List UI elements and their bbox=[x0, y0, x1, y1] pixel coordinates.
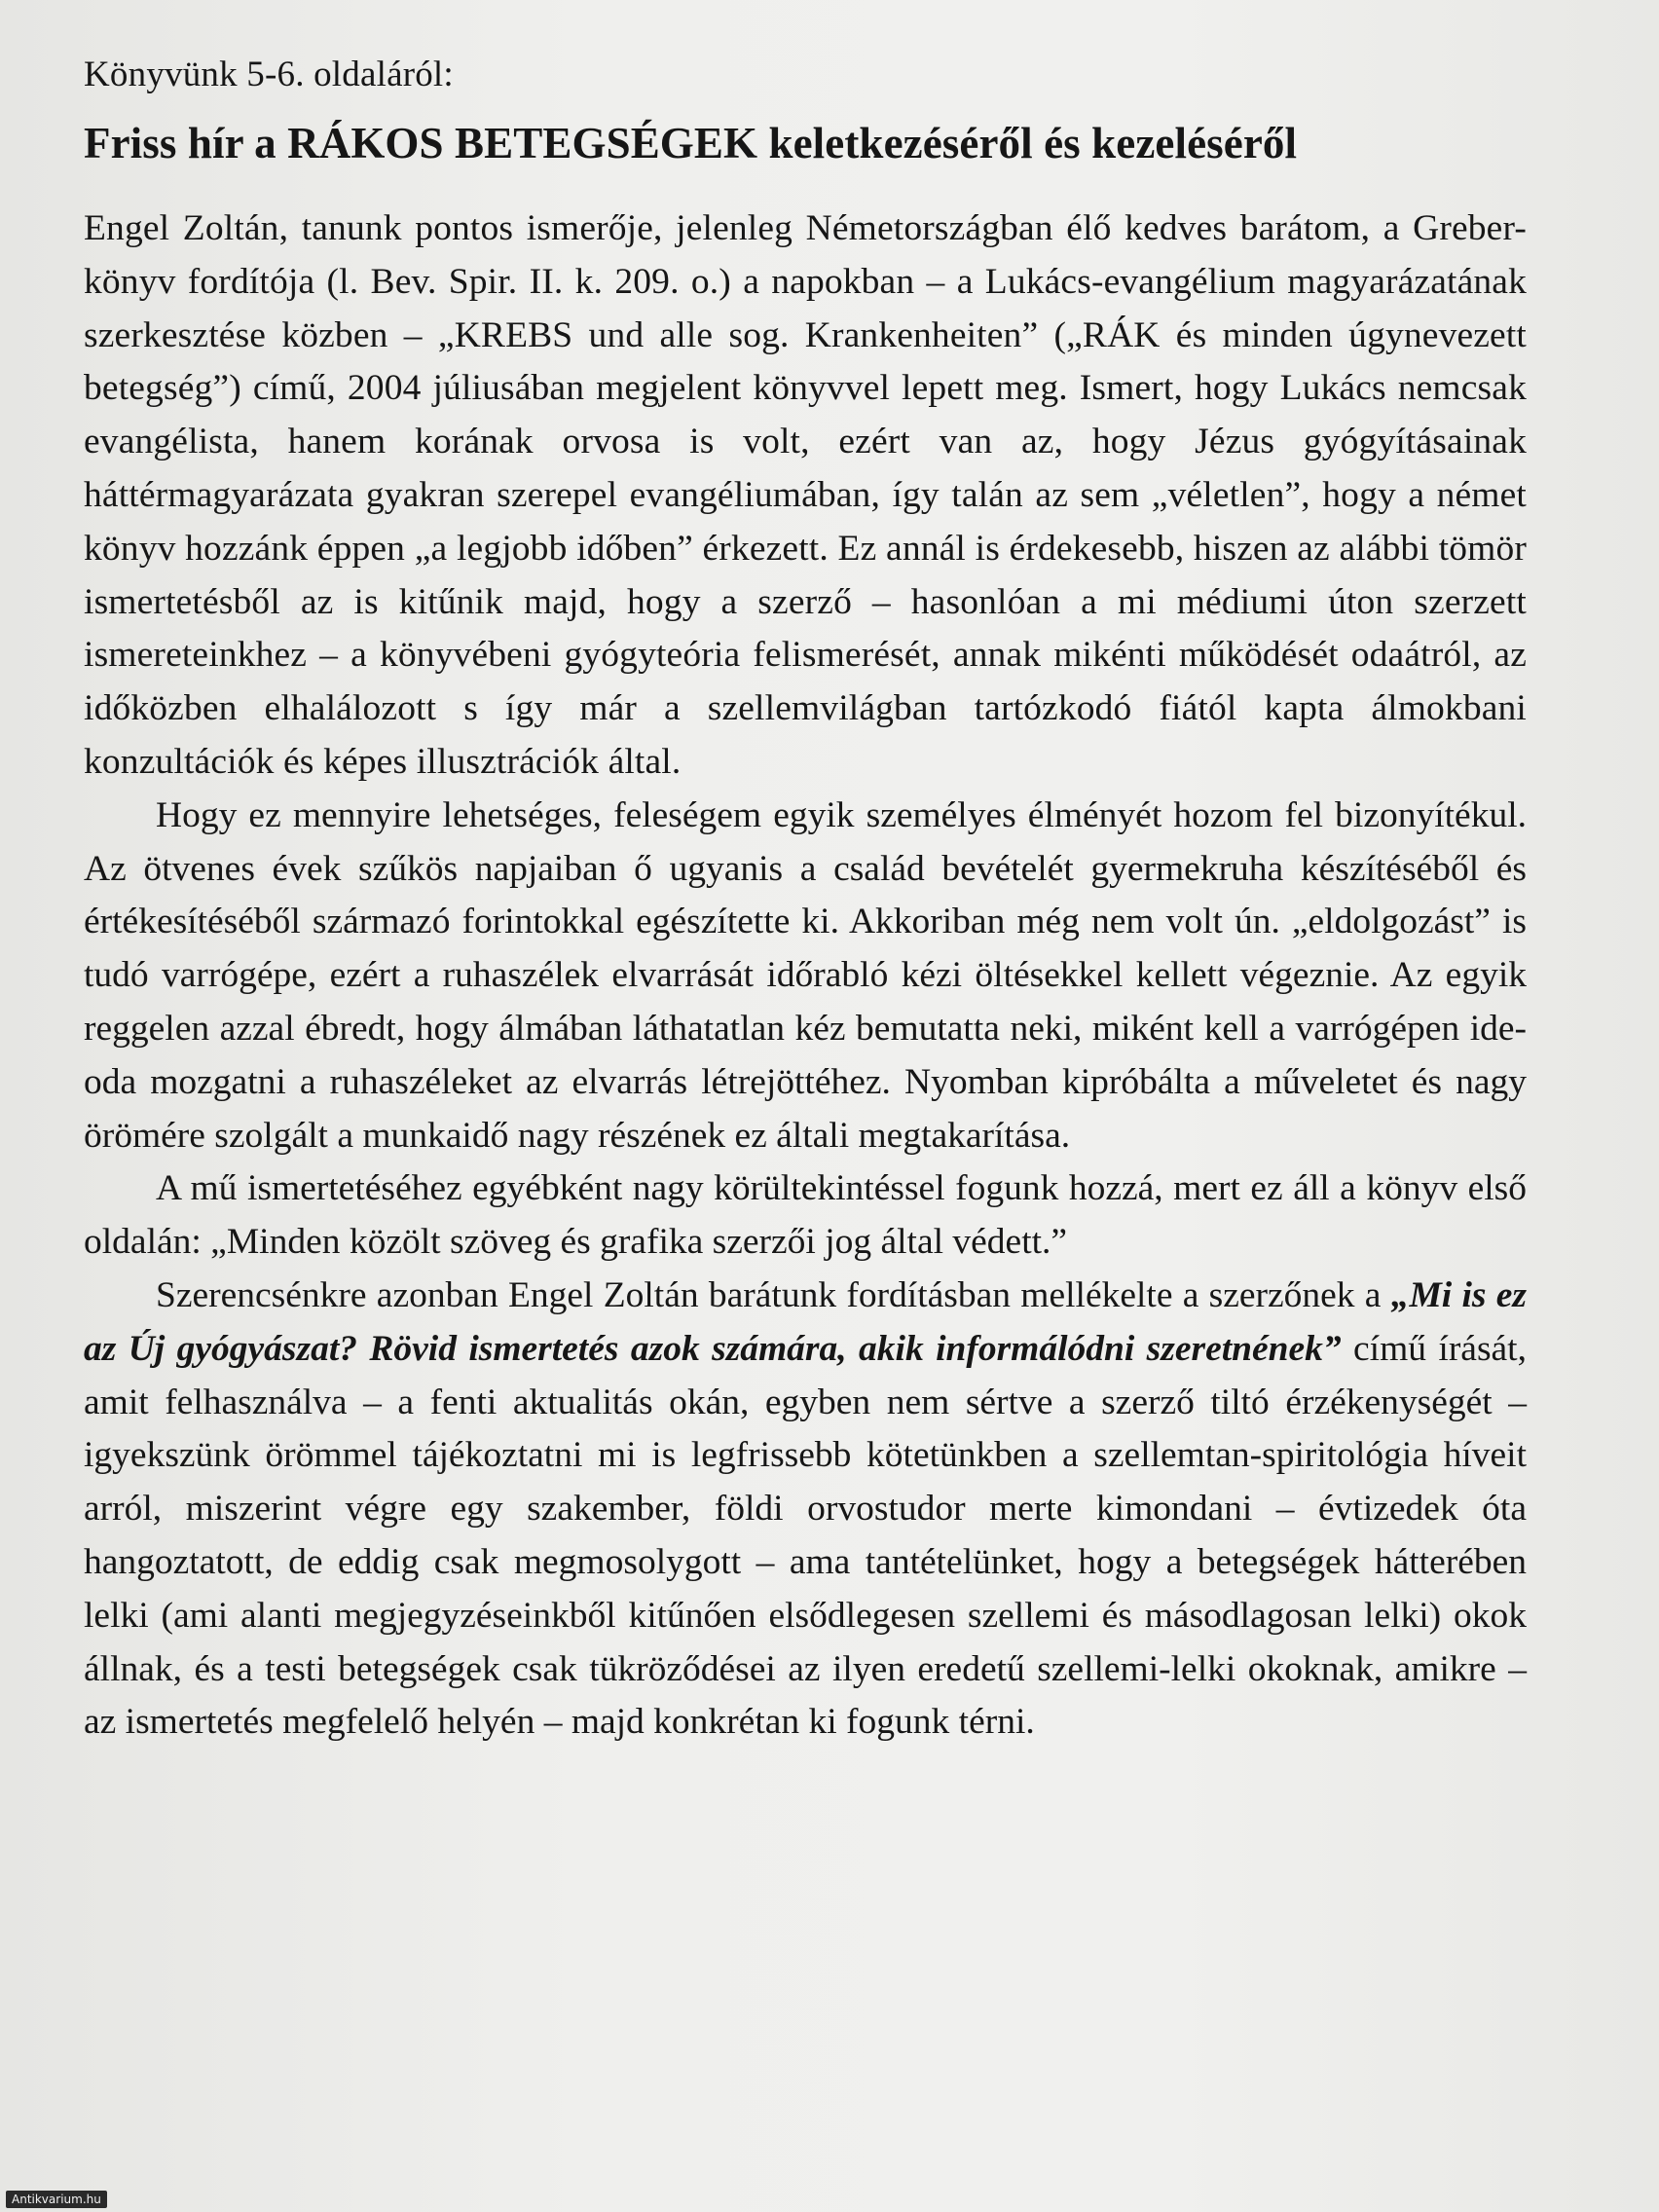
watermark: Antikvarium.hu bbox=[6, 2191, 107, 2208]
page-title: Friss hír a RÁKOS BETEGSÉGEK keletkezéséről és kezeléséről bbox=[84, 119, 1298, 167]
paragraph-4-intro: Szerencsénkre azonban Engel Zoltán barátunk fordításban mellékelte a szerzőnek a bbox=[156, 1274, 1391, 1315]
paragraph-2: Hogy ez mennyire lehetséges, feleségem egyik személyes élményét hozom fel bizonyítékul. Az ötvenes évek szűkös napjaiban ő ugyanis a család bevételét gyermekruha készítéséből és értékesítéséből származó forintokkal egészítette ki. Akkoriban még nem volt ún. „eldolgozást” is tudó varrógépe, ezért a ruhaszélek elvarrását időrabló kézi öltésekkel kellett végeznie. Az egyik reggelen azzal ébredt, hogy álmában láthatatlan kéz bemutatta neki, miként kell a varrógépen ide-oda mozgatni a ruhaszéleket az elvarrás létrejöttéhez. Nyomban kipróbálta a műveletet és nagy örömére szolgált a munkaidő nagy részének ez általi megtakarítása. bbox=[84, 794, 1527, 1156]
paragraph-4-body: című írását, amit felhasználva – a fenti aktualitás okán, egyben nem sértve a szerző tiltó érzékenységét – igyekszünk örömmel tájékoztatni mi is legfrissebb kötetünkben a szellemtan-spiritológia híveit arról, miszerint végre egy szakember, földi orvostudor merte kimondani – évtizedek óta hangoztatott, de eddig csak megmosolygott – ama tantételünket, hogy a betegségek hátterében lelki (ami alanti megjegyzéseinkből kitűnően elsődlegesen szellemi és másodlagosan lelki) okok állnak, és a testi betegségek csak tükröződései az ilyen eredetű szellemi-lelki okoknak, amikre – az ismertetés megfelelő helyén – majd konkrétan ki fogunk térni. bbox=[84, 1328, 1527, 1743]
quoted-work-title: „Mi is ez az Új gyógyászat? Rövid ismertetés azok számára, akik informálódni szeretnének” bbox=[84, 1274, 1528, 1369]
page-content bbox=[84, 49, 1527, 1750]
paragraph-4 bbox=[84, 1270, 1527, 1750]
paragraph-3: A mű ismertetéséhez egyébként nagy körültekintéssel fogunk hozzá, mert ez áll a könyv első oldalán: „Minden közölt szöveg és grafika szerzői jog által védett.” bbox=[84, 1168, 1527, 1263]
paragraph-1: Engel Zoltán, tanunk pontos ismerője, jelenleg Németországban élő kedves barátom, a Greber-könyv fordítója (l. Bev. Spir. II. k. 209. o.) a napokban – a Lukács-evangélium magyarázatának szerkesztése közben – „KREBS und alle sog. Krankenheiten” („RÁK és minden úgynevezett betegség”) című, 2004 júliusában megjelent könyvvel lepett meg. Ismert, hogy Lukács nemcsak evangélista, hanem korának orvosa is volt, ezért van az, hogy Jézus gyógyításainak háttérmagyarázata gyakran szerepel evangéliumában, így talán az sem „véletlen”, hogy a német könyv hozzánk éppen „a legjobb időben” érkezett. Ez annál is érdekesebb, hiszen az alábbi tömör ismertetésből az is kitűnik majd, hogy a szerző – hasonlóan a mi médiumi úton szerzett ismereteinkhez – a könyvébeni gyógyteória felismerését, annak mikénti működését odaátról, az időközben elhalálozott s így már a szellemvilágban tartózkodó fiától kapta álmokbani konzultációk és képes illusztrációk által. bbox=[84, 208, 1527, 782]
source-line: Könyvünk 5-6. oldaláról: bbox=[84, 55, 454, 94]
